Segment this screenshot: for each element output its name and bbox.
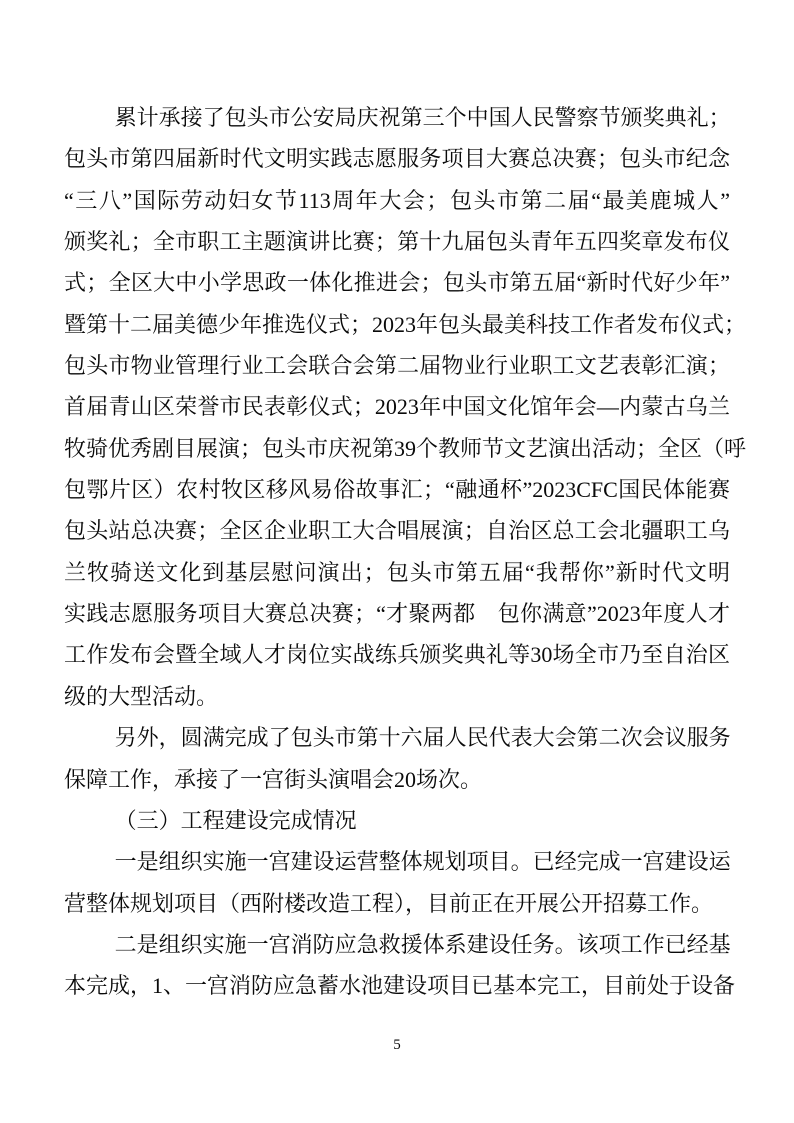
- page-number: 5: [393, 1037, 401, 1053]
- text-line: 兰牧骑送文化到基层慰问演出；包头市第五届“我帮你”新时代文明: [64, 559, 730, 585]
- page-footer: [0, 1036, 794, 1054]
- text-line: 实践志愿服务项目大赛总决赛；“才聚两都 包你满意”2023年度人才: [64, 601, 730, 627]
- text-line: 首届青山区荣誉市民表彰仪式；2023年中国文化馆年会—内蒙古乌兰: [64, 394, 730, 420]
- text-line: 包头市第四届新时代文明实践志愿服务项目大赛总决赛；包头市纪念: [64, 146, 730, 172]
- text-line: 二是组织实施一宫消防应急救援体系建设任务。该项工作已经基: [114, 931, 731, 957]
- text-line: 包鄂片区）农村牧区移风易俗故事汇；“融通杯”2023CFC国民体能赛: [64, 477, 730, 503]
- text-line: 累计承接了包头市公安局庆祝第三个中国人民警察节颁奖典礼；: [114, 105, 731, 130]
- text-line: 颁奖礼；全市职工主题演讲比赛；第十九届包头青年五四奖章发布仪: [64, 229, 730, 255]
- text-line: 暨第十二届美德少年推选仪式；2023年包头最美科技工作者发布仪式；: [64, 311, 747, 337]
- text-line: 包头站总决赛；全区企业职工大合唱展演；自治区总工会北疆职工乌: [64, 518, 730, 544]
- text-line: 一是组织实施一宫建设运营整体规划项目。已经完成一宫建设运: [114, 849, 731, 875]
- text-line: 包头市物业管理行业工会联合会第二届物业行业职工文艺表彰汇演；: [64, 353, 730, 379]
- text-line: 营整体规划项目（西附楼改造工程），目前正在开展公开招募工作。: [64, 890, 714, 916]
- text-line: 本完成，1、一宫消防应急蓄水池建设项目已基本完工，目前处于设备: [64, 973, 736, 999]
- document-body: [64, 97, 747, 1007]
- text-line: “三八”国际劳动妇女节113周年大会；包头市第二届“最美鹿城人”: [64, 187, 730, 213]
- text-line: 式；全区大中小学思政一体化推进会；包头市第五届“新时代好少年”: [64, 270, 730, 296]
- text-line: 工作发布会暨全域人才岗位实战练兵颁奖典礼等30场全市乃至自治区: [64, 642, 730, 668]
- text-line: 牧骑优秀剧目展演；包头市庆祝第39个教师节文艺演出活动；全区（呼: [64, 435, 747, 461]
- text-line: 另外，圆满完成了包头市第十六届人民代表大会第二次会议服务: [114, 725, 731, 751]
- text-line: （三）工程建设完成情况: [114, 807, 357, 833]
- text-line: 级的大型活动。: [64, 683, 219, 709]
- text-line: 保障工作，承接了一宫街头演唱会20场次。: [64, 766, 483, 792]
